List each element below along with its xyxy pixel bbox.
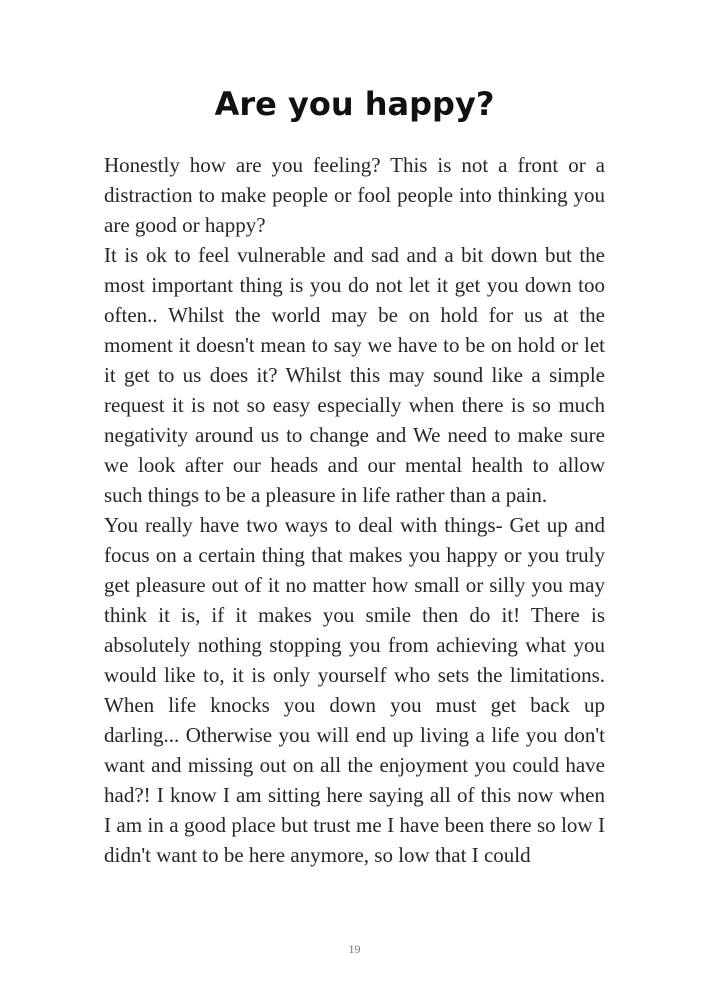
paragraph: Honestly how are you feeling? This is not a front or a distraction to make people or fool people into thinking you are good or happy?: [104, 153, 605, 237]
page-title: Are you happy?: [214, 85, 495, 123]
page-number: 19: [348, 942, 361, 956]
paragraph: It is ok to feel vulnerable and sad and a bit down but the most important thing is you do not let it get you down too often.. Whilst the world may be on hold for us at the moment it doesn't mean to say we have to be on hold or let it get to us does it? Whilst this may sound like a simple request it is not so easy especially when there is so much negativity around us to change and We need to make sure we look after our heads and our mental health to allow such things to be a pleasure in life rather than a pain.: [104, 243, 605, 507]
body-text: [104, 150, 605, 870]
paragraph: You really have two ways to deal with things- Get up and focus on a certain thing that makes you happy or you truly get pleasure out of it no matter how small or silly you may think it is, if it makes you smile then do it! There is absolutely nothing stopping you from achieving what you would like to, it is only yourself who sets the limitations. When life knocks you down you must get back up darling... Otherwise you will end up living a life you don't want and missing out on all the enjoyment you could have had?! I know I am sitting here saying all of this now when I am in a good place but trust me I have been there so low I didn't want to be here anymore, so low that I could: [104, 513, 605, 867]
